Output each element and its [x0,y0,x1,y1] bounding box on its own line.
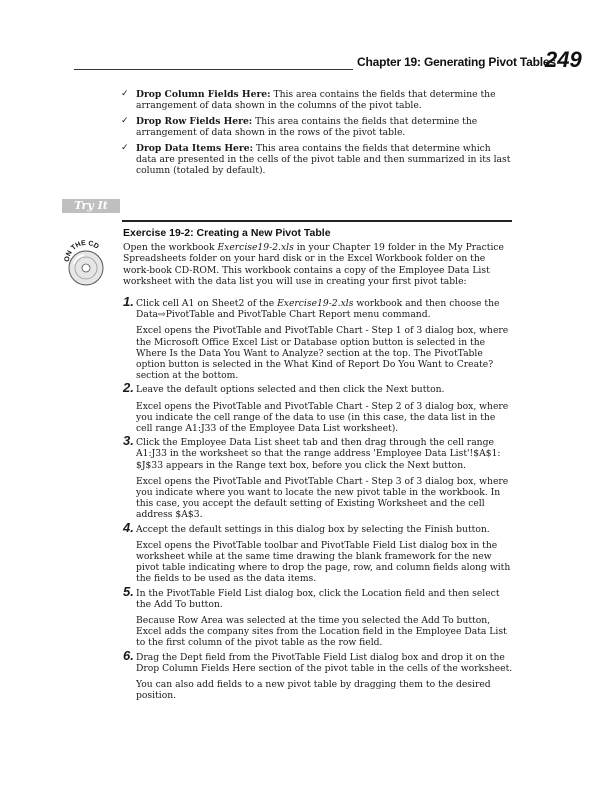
step-number: 2. [123,380,134,396]
step-number: 6. [123,647,134,663]
bullet-list [122,89,514,181]
step-filename: Exercise19-2.xls [277,298,354,309]
list-item [122,116,514,139]
bullet-text: This area contains the fields that determine the arrangement of data shown in the rows of the pivot table. [136,115,478,139]
step-number: 4. [123,519,134,535]
bullet-label: Drop Data Items Here: [136,142,253,154]
list-item [122,143,514,177]
step-item [123,380,513,435]
step-instruction [136,298,513,320]
step-instruction: Drag the Dept field from the PivotTable Field List dialog box and drop it on the Drop Column Fields Here section of the pivot table in the cells of the worksheet. [136,651,513,674]
step-instruction: In the PivotTable Field List dialog box, click the Location field and then select the Add To button. [136,587,500,610]
bullet-text: This area contains the fields that determine the arrangement of data shown in the columns of the pivot table. [136,89,496,112]
cd-badge-text: ON THE CD [63,239,100,263]
step-item [123,519,513,585]
steps-list [123,294,513,705]
step-text: workbook and then choose the Data⇨PivotTable and PivotTable Chart Report menu command. [136,298,500,321]
page-number: 249 [545,47,582,72]
exercise-title: Exercise 19-2: Creating a New Pivot Table [123,227,331,239]
chapter-title: Chapter 19: Generating Pivot Tables [357,55,556,69]
bullet-label: Drop Column Fields Here: [136,89,271,100]
intro-text: Open the workbook [123,242,218,253]
step-result: Excel opens the PivotTable and PivotTable Chart - Step 2 of 3 dialog box, where you indicate the cell range of the data to use (in this case, the data list in the cell range A1:J33 of the Employee Data List worksheet). [136,400,509,435]
checkmark-icon: ✓ [121,115,129,126]
step-text: Click cell A1 on Sheet2 of the [136,298,278,309]
step-number: 1. [123,294,134,309]
on-the-cd-icon [60,238,112,290]
step-result: You can also add fields to a new pivot table by dragging them to the desired position. [136,679,491,702]
try-it-tab: Try It [62,199,120,213]
step-instruction: Leave the default options selected and then click the Next button. [136,384,445,396]
exercise-rule [122,220,512,222]
step-instruction: Click the Employee Data List sheet tab and then drag through the cell range A1:J33 in the worksheet so that the range address 'Employee Data List'!$A$1: $J$33 appears in the Range text box, before you click the Next button. [136,437,501,471]
list-item [122,89,514,112]
step-item [123,647,513,702]
intro-filename: Exercise19-2.xls [217,242,294,253]
step-result: Excel opens the PivotTable toolbar and PivotTable Field List dialog box in the worksheet while at the same time drawing the blank framework for the new pivot table indicating where to drop the page, row, and column fields along with the fields to be used as the data items. [136,539,511,585]
step-item [123,433,513,521]
header-rule [74,69,353,70]
step-result: Excel opens the PivotTable and PivotTable Chart - Step 1 of 3 dialog box, where the Microsoft Office Excel List or Database option button is selected in the Where Is the Data You Want to Analyze? section at the top. The PivotTable option button is selected in the What Kind of Report Do You Want to Create? section at the bottom. [136,325,509,382]
intro-text: in your Chapter 19 folder in the My Practice Spreadsheets folder on your hard disk or in the Excel Workbook folder on the work-book CD-ROM. This workbook contains a copy of the Employee Data List worksheet with the data list you will use in creating your first pivot table: [123,242,504,288]
bullet-label: Drop Row Fields Here: [136,115,253,127]
bullet-text: This area contains the fields that determine which data are presented in the cells of the pivot table and then summarized in its last column (totaled by default). [136,142,511,177]
step-item [123,294,513,382]
step-number: 5. [123,583,134,599]
step-instruction: Accept the default settings in this dialog box by selecting the Finish button. [136,523,490,535]
exercise-intro [123,242,513,288]
checkmark-icon: ✓ [121,89,129,99]
step-result: Because Row Area was selected at the time you selected the Add To button, Excel adds the company sites from the Location field in the Employee Data List to the first column of the pivot table as the row field. [136,615,507,649]
checkmark-icon: ✓ [121,142,129,153]
step-item [123,583,513,649]
step-number: 3. [123,433,134,449]
step-result: Excel opens the PivotTable and PivotTable Chart - Step 3 of 3 dialog box, where you indicate where you want to locate the new pivot table in the workbook. In this case, you accept the default setting of Existing Worksheet and the cell address $A$3. [136,475,509,521]
